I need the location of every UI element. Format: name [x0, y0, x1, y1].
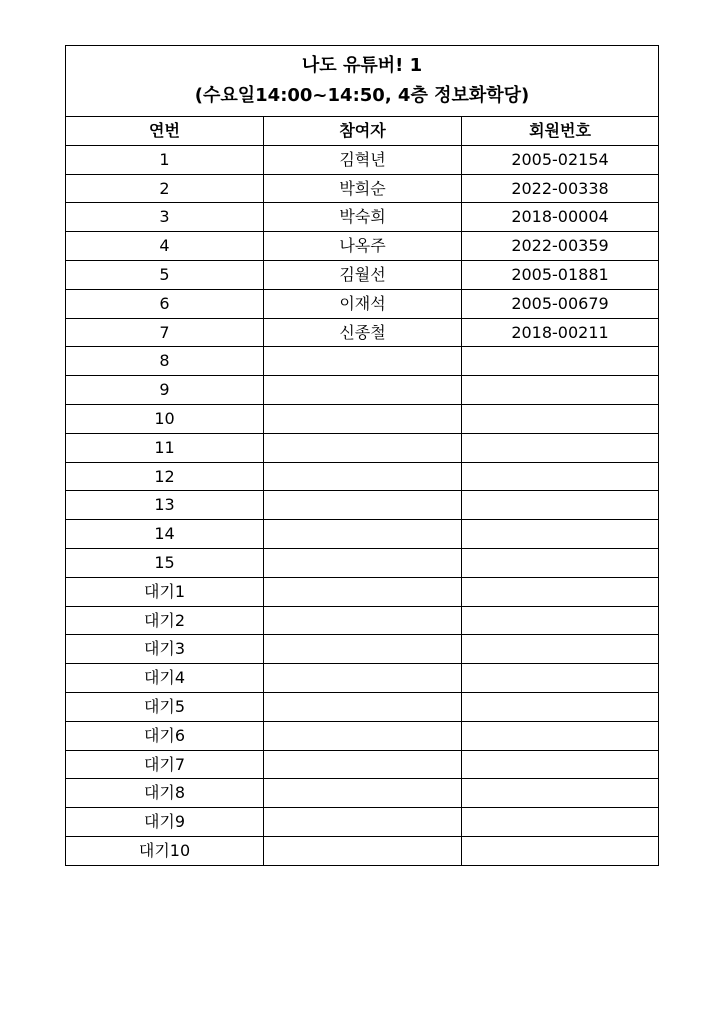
table-row — [66, 577, 659, 606]
table-row — [66, 232, 659, 261]
table-row — [66, 520, 659, 549]
member-id-cell: 2022-00359 — [462, 232, 659, 261]
table-row — [66, 721, 659, 750]
table-row — [66, 606, 659, 635]
row-number-cell: 1 — [66, 145, 264, 174]
participant-name-cell — [264, 520, 462, 549]
member-id-cell — [462, 836, 659, 865]
participant-name-cell: 김혁년 — [264, 145, 462, 174]
table-row — [66, 347, 659, 376]
title-row — [66, 46, 659, 117]
participant-name-cell — [264, 808, 462, 837]
table-row — [66, 462, 659, 491]
member-id-cell — [462, 750, 659, 779]
member-id-cell — [462, 491, 659, 520]
participant-name-cell — [264, 404, 462, 433]
participant-name-cell — [264, 664, 462, 693]
row-number-cell: 대기10 — [66, 836, 264, 865]
participant-name-cell — [264, 606, 462, 635]
participant-name-cell — [264, 750, 462, 779]
row-number-cell: 11 — [66, 433, 264, 462]
table-row — [66, 692, 659, 721]
row-number-cell: 6 — [66, 289, 264, 318]
row-number-cell: 2 — [66, 174, 264, 203]
participant-name-cell: 김월선 — [264, 260, 462, 289]
table-row — [66, 635, 659, 664]
member-id-cell — [462, 347, 659, 376]
row-number-cell: 4 — [66, 232, 264, 261]
page-title: 나도 유튜버! 1 — [301, 55, 423, 76]
member-id-cell — [462, 808, 659, 837]
participant-name-cell — [264, 433, 462, 462]
table-row — [66, 548, 659, 577]
member-id-cell: 2018-00004 — [462, 203, 659, 232]
participant-name-cell — [264, 548, 462, 577]
schedule-subtitle: (수요일14:00~14:50, 4층 정보화학당) — [194, 85, 530, 106]
participant-name-cell — [264, 721, 462, 750]
member-id-cell — [462, 779, 659, 808]
member-id-cell: 2005-02154 — [462, 145, 659, 174]
row-number-cell: 10 — [66, 404, 264, 433]
header-row — [66, 117, 659, 146]
table-row — [66, 376, 659, 405]
table-row — [66, 203, 659, 232]
member-id-cell — [462, 664, 659, 693]
member-id-cell — [462, 635, 659, 664]
row-number-cell: 14 — [66, 520, 264, 549]
table-row — [66, 174, 659, 203]
title-cell — [66, 46, 659, 117]
column-header-member-id: 회원번호 — [462, 117, 659, 146]
member-id-cell — [462, 692, 659, 721]
row-number-cell: 대기7 — [66, 750, 264, 779]
table-row — [66, 808, 659, 837]
roster-sheet — [65, 45, 658, 866]
member-id-cell — [462, 404, 659, 433]
row-number-cell: 7 — [66, 318, 264, 347]
table-row — [66, 404, 659, 433]
participant-name-cell — [264, 491, 462, 520]
member-id-cell — [462, 376, 659, 405]
row-number-cell: 대기1 — [66, 577, 264, 606]
member-id-cell — [462, 721, 659, 750]
participant-name-cell: 이재석 — [264, 289, 462, 318]
participant-name-cell — [264, 779, 462, 808]
member-id-cell — [462, 462, 659, 491]
participant-name-cell — [264, 836, 462, 865]
participant-name-cell: 나옥주 — [264, 232, 462, 261]
table-row — [66, 836, 659, 865]
table-row — [66, 491, 659, 520]
table-row — [66, 318, 659, 347]
member-id-cell: 2022-00338 — [462, 174, 659, 203]
member-id-cell: 2005-01881 — [462, 260, 659, 289]
table-row — [66, 289, 659, 318]
member-id-cell: 2005-00679 — [462, 289, 659, 318]
participant-name-cell — [264, 635, 462, 664]
table-row — [66, 779, 659, 808]
member-id-cell — [462, 577, 659, 606]
row-number-cell: 8 — [66, 347, 264, 376]
participant-name-cell: 박숙희 — [264, 203, 462, 232]
row-number-cell: 대기4 — [66, 664, 264, 693]
roster-table — [65, 45, 659, 866]
table-row — [66, 750, 659, 779]
participant-name-cell — [264, 692, 462, 721]
row-number-cell: 대기9 — [66, 808, 264, 837]
table-row — [66, 260, 659, 289]
member-id-cell: 2018-00211 — [462, 318, 659, 347]
participant-name-cell — [264, 376, 462, 405]
table-row — [66, 145, 659, 174]
row-number-cell: 5 — [66, 260, 264, 289]
table-row — [66, 433, 659, 462]
member-id-cell — [462, 433, 659, 462]
column-header-participant: 참여자 — [264, 117, 462, 146]
column-header-number: 연번 — [66, 117, 264, 146]
row-number-cell: 대기3 — [66, 635, 264, 664]
participant-name-cell — [264, 462, 462, 491]
row-number-cell: 대기5 — [66, 692, 264, 721]
row-number-cell: 9 — [66, 376, 264, 405]
row-number-cell: 13 — [66, 491, 264, 520]
table-row — [66, 664, 659, 693]
member-id-cell — [462, 606, 659, 635]
row-number-cell: 12 — [66, 462, 264, 491]
member-id-cell — [462, 520, 659, 549]
row-number-cell: 3 — [66, 203, 264, 232]
row-number-cell: 대기8 — [66, 779, 264, 808]
row-number-cell: 대기6 — [66, 721, 264, 750]
participant-name-cell: 신종철 — [264, 318, 462, 347]
row-number-cell: 대기2 — [66, 606, 264, 635]
participant-name-cell — [264, 347, 462, 376]
row-number-cell: 15 — [66, 548, 264, 577]
participant-name-cell: 박희순 — [264, 174, 462, 203]
roster-body — [66, 145, 659, 865]
participant-name-cell — [264, 577, 462, 606]
member-id-cell — [462, 548, 659, 577]
